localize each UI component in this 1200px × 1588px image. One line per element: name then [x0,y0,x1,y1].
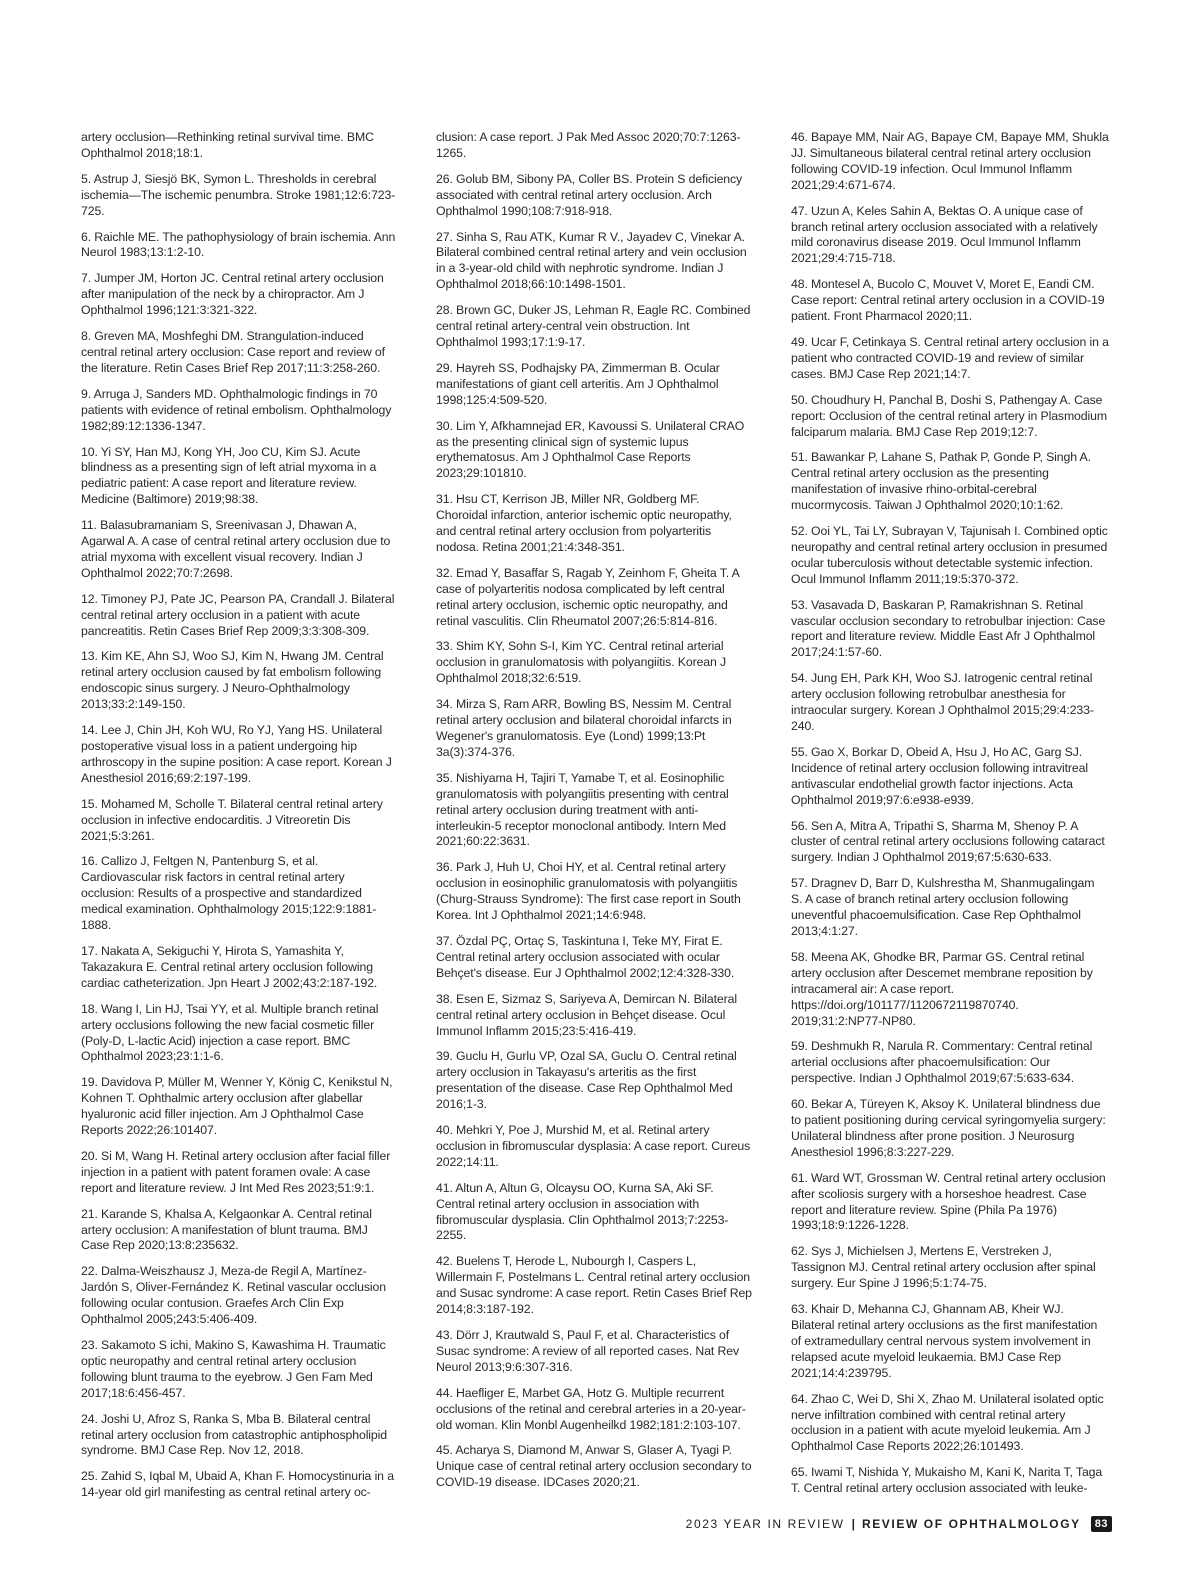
references-column-2 [436,130,754,1501]
footer-year-label: 2023 YEAR IN REVIEW [685,1517,845,1531]
reference-entry: 25. Zahid S, Iqbal M, Ubaid A, Khan F. Homocystinuria in a 14-year old girl manifesting as central retinal artery oc- [81,1469,394,1500]
reference-entry: 56. Sen A, Mitra A, Tripathi S, Sharma M, Shenoy P. A cluster of central retinal artery occlusions following cataract surgery. Indian J Ophthalmol 2019;67:5:630-633. [791,818,1105,865]
reference-entry: 41. Altun A, Altun G, Olcaysu OO, Kurna SA, Aki SF. Central retinal artery occlusion in association with fibromuscular dysplasia. Clin Ophthalmol 2013;7:2253-2255. [436,1180,729,1243]
reference-entry: 38. Esen E, Sizmaz S, Sariyeva A, Demircan N. Bilateral central retinal artery occlusion in Behçet disease. Ocul Immunol Inflamm 2015;23:5:416-419. [436,991,737,1038]
reference-entry: 50. Choudhury H, Panchal B, Doshi S, Pathengay A. Case report: Occlusion of the central retinal artery in Plasmodium falciparum malaria. BMJ Case Rep 2019;12:7. [791,392,1107,439]
reference-entry: 28. Brown GC, Duker JS, Lehman R, Eagle RC. Combined central retinal artery-central vein obstruction. Int Ophthalmol 1993;17:1:9-17. [436,303,751,349]
reference-entry: 53. Vasavada D, Baskaran P, Ramakrishnan S. Retinal vascular occlusion secondary to retrobulbar injection: Case report and literature review. Middle East Afr J Ophthalmol 2017;24:1:57-60. [791,597,1106,660]
reference-entry: 61. Ward WT, Grossman W. Central retinal artery occlusion after scoliosis surgery with a horseshoe headrest. Case report and literature review. Spine (Phila Pa 1976) 1993;18:9:1226-1228. [791,1170,1106,1233]
reference-entry: 49. Ucar F, Cetinkaya S. Central retinal artery occlusion in a patient who contracted COVID-19 and review of similar cases. BMJ Case Rep 2021;14:7. [791,334,1109,381]
reference-entry: 40. Mehkri Y, Poe J, Murshid M, et al. Retinal artery occlusion in fibromuscular dysplasia: A case report. Cureus 2022;14:11. [436,1123,751,1169]
reference-entry: 6. Raichle ME. The pathophysiology of brain ischemia. Ann Neurol 1983;13:1:2-10. [81,229,396,260]
reference-entry: 33. Shim KY, Sohn S-I, Kim YC. Central retinal arterial occlusion in granulomatosis with polyangiitis. Korean J Ophthalmol 2018;32:6:519. [436,639,727,686]
reference-entry: 47. Uzun A, Keles Sahin A, Bektas O. A unique case of branch retinal artery occlusion associated with a relatively mild coronavirus disease 2019. Ocul Immunol Inflamm 2021;29:4:715-718. [791,203,1098,266]
reference-entry: 11. Balasubramaniam S, Sreenivasan J, Dhawan A, Agarwal A. A case of central retinal artery occlusion due to atrial myxoma with excellent visual recovery. Indian J Ophthalmol 2022;70:7:2698. [81,518,391,580]
references-column-1 [81,130,399,1511]
reference-entry: 34. Mirza S, Ram ARR, Bowling BS, Nessim M. Central retinal artery occlusion and bilateral choroidal infarcts in Wegener's granulomatosis. Eye (Lond) 1999;13:Pt 3a(3):374-376. [436,697,732,759]
footer-separator: | [851,1517,855,1531]
reference-entry: 62. Sys J, Michielsen J, Mertens E, Verstreken J, Tassignon MJ. Central retinal artery occlusion after spinal surgery. Eur Spine J 1996;5:1:74-75. [791,1244,1096,1291]
reference-entry: 13. Kim KE, Ahn SJ, Woo SJ, Kim N, Hwang JM. Central retinal artery occlusion caused by fat embolism following endoscopic sinus surgery. J Neuro-Ophthalmology 2013;33:2:149-150. [81,649,384,712]
reference-entry: 21. Karande S, Khalsa A, Kelgaonkar A. Central retinal artery occlusion: A manifestation of blunt trauma. BMJ Case Rep 2020;13:8:235632. [81,1206,372,1253]
reference-entry: 55. Gao X, Borkar D, Obeid A, Hsu J, Ho AC, Garg SJ. Incidence of retinal artery occlusion following intravitreal antivascular endothelial growth factor injections. Acta Ophthalmol 2019;97:6:e938-e939. [791,744,1088,807]
reference-entry: 14. Lee J, Chin JH, Koh WU, Ro YJ, Yang HS. Unilateral postoperative visual loss in a patient undergoing hip arthroscopy in the supine position: A case report. Korean J Anesthesiol 2016;69:2:197-199. [81,723,392,785]
reference-entry: 57. Dragnev D, Barr D, Kulshrestha M, Shanmugalingam S. A case of branch retinal artery occlusion following uneventful phacoemulsification. Case Rep Ophthalmol 2013;4:1:27. [791,876,1095,938]
reference-entry: 48. Montesel A, Bucolo C, Mouvet V, Moret E, Eandi CM. Case report: Central retinal artery occlusion in a COVID-19 patient. Front Pharmacol 2020;11. [791,277,1105,324]
reference-entry: 9. Arruga J, Sanders MD. Ophthalmologic findings in 70 patients with evidence of retinal embolism. Ophthalmology 1982;89:12:1336-1347. [81,386,392,433]
reference-entry: 42. Buelens T, Herode L, Nubourgh I, Caspers L, Willermain F, Postelmans L. Central retinal artery occlusion and Susac syndrome: A case report. Retin Cases Brief Rep 2014;8:3:187-192. [436,1254,752,1317]
reference-entry: 37. Özdal PÇ, Ortaç S, Taskintuna I, Teke MY, Firat E. Central retinal artery occlusion associated with ocular Behçet's disease. Eur J Ophthalmol 2002;12:4:328-330. [436,933,735,980]
reference-entry: 35. Nishiyama H, Tajiri T, Yamabe T, et al. Eosinophilic granulomatosis with polyangiitis presenting with central retinal artery occlusion during treatment with anti-interleukin-5 receptor monoclonal antibody. Intern Med 2021;60:22:3631. [436,770,729,849]
reference-entry: 5. Astrup J, Siesjö BK, Symon L. Thresholds in cerebral ischemia—The ischemic penumbra. Stroke 1981;12:6:723-725. [81,171,396,218]
reference-entry: 19. Davidova P, Müller M, Wenner Y, König C, Kenikstul N, Kohnen T. Ophthalmic artery occlusion after glabellar hyaluronic acid filler injection. Am J Ophthalmol Case Reports 2022;26:101407. [81,1075,393,1138]
reference-entry: 27. Sinha S, Rau ATK, Kumar R V., Jayadev C, Vinekar A. Bilateral combined central retinal artery and vein occlusion in a 3-year-old child with nephrotic syndrome. Indian J Ophthalmol 2018;66:10:1498-1501. [436,229,747,292]
reference-entry: 58. Meena AK, Ghodke BR, Parmar GS. Central retinal artery occlusion after Descemet membrane reposition by intracameral air: A case report. https://doi.org/101177/1120672119870740. 2019;31:2:NP77-NP80. [791,949,1093,1028]
reference-entry: 15. Mohamed M, Scholle T. Bilateral central retinal artery occlusion in infective endocarditis. J Vitreoretin Dis 2021;5:3:261. [81,796,383,843]
reference-entry: 18. Wang I, Lin HJ, Tsai YY, et al. Multiple branch retinal artery occlusions following the new facial cosmetic filler (Poly-D, L-lactic Acid) injection a case report. BMC Ophthalmol 2023;23:1:1-6. [81,1001,379,1064]
reference-entry: 23. Sakamoto S ichi, Makino S, Kawashima H. Traumatic optic neuropathy and central retinal artery occlusion following blunt trauma to the eyebrow. J Gen Fam Med 2017;18:6:456-457. [81,1338,386,1400]
footer-publication-name: REVIEW OF OPHTHALMOLOGY [861,1517,1081,1531]
reference-entry: 8. Greven MA, Moshfeghi DM. Strangulation-induced central retinal artery occlusion: Case report and review of the literature. Retin Cases Brief Rep 2017;11:3:258-260. [81,329,385,375]
reference-entry: clusion: A case report. J Pak Med Assoc 2020;70:7:1263-1265. [436,130,741,160]
reference-entry: 17. Nakata A, Sekiguchi Y, Hirota S, Yamashita Y, Takazakura E. Central retinal artery occlusion following cardiac catheterization. Jpn Heart J 2002;43:2:187-192. [81,943,378,990]
reference-entry: 10. Yi SY, Han MJ, Kong YH, Joo CU, Kim SJ. Acute blindness as a presenting sign of left atrial myxoma in a pediatric patient: A case report and literature review. Medicine (Baltimore) 2019;98:38. [81,444,377,507]
reference-entry: 54. Jung EH, Park KH, Woo SJ. Iatrogenic central retinal artery occlusion following retrobulbar anesthesia for intraocular surgery. Korean J Ophthalmol 2015;29:4:233-240. [791,671,1094,733]
reference-entry: 39. Guclu H, Gurlu VP, Ozal SA, Guclu O. Central retinal artery occlusion in Takayasu's arteritis as the first presentation of the disease. Case Rep Ophthalmol Med 2016;1-3. [436,1049,737,1112]
reference-entry: 29. Hayreh SS, Podhajsky PA, Zimmerman B. Ocular manifestations of giant cell arteritis. Am J Ophthalmol 1998;125:4:509-520. [436,360,720,407]
reference-entry: 59. Deshmukh R, Narula R. Commentary: Central retinal arterial occlusions after phacoemulsification: Our perspective. Indian J Ophthalmol 2019;67:5:633-634. [791,1039,1093,1086]
page-footer [686,1516,1112,1532]
reference-entry: 16. Callizo J, Feltgen N, Pantenburg S, et al. Cardiovascular risk factors in central retinal artery occlusion: Results of a prospective and standardized medical examination. Ophthalmology 2015;122:9:1881-1888. [81,854,377,933]
reference-entry: artery occlusion—Rethinking retinal survival time. BMC Ophthalmol 2018;18:1. [81,130,374,160]
reference-entry: 36. Park J, Huh U, Choi HY, et al. Central retinal artery occlusion in eosinophilic granulomatosis with polyangiitis (Churg-Strauss Syndrome): The first case report in South Korea. Int J Ophthalmol 2021;14:6:948. [436,860,741,923]
reference-entry: 45. Acharya S, Diamond M, Anwar S, Glaser A, Tyagi P. Unique case of central retinal artery occlusion secondary to COVID-19 disease. IDCases 2020;21. [436,1443,752,1490]
reference-entry: 31. Hsu CT, Kerrison JB, Miller NR, Goldberg MF. Choroidal infarction, anterior ischemic optic neuropathy, and central retinal artery occlusion from polyarteritis nodosa. Retina 2001;21:4:348-351. [436,492,732,554]
reference-entry: 65. Iwami T, Nishida Y, Mukaisho M, Kani K, Narita T, Taga T. Central retinal artery occlusion associated with leuke- [791,1465,1103,1496]
references-column-3 [791,130,1109,1507]
reference-entry: 46. Bapaye MM, Nair AG, Bapaye CM, Bapaye MM, Shukla JJ. Simultaneous bilateral central retinal artery occlusion following COVID-19 infection. Ocul Immunol Inflamm 2021;29:4:671-674. [791,130,1109,192]
page-number-badge: 83 [1091,1516,1112,1532]
reference-entry: 64. Zhao C, Wei D, Shi X, Zhao M. Unilateral isolated optic nerve infiltration combined with central retinal artery occlusion in a patient with acute myeloid leukemia. Am J Ophthalmol Case Reports 2022;26:101493. [791,1391,1104,1454]
reference-entry: 24. Joshi U, Afroz S, Ranka S, Mba B. Bilateral central retinal artery occlusion from catastrophic antiphospholipid syndrome. BMJ Case Rep. Nov 12, 2018. [81,1411,387,1458]
reference-entry: 7. Jumper JM, Horton JC. Central retinal artery occlusion after manipulation of the neck by a chiropractor. Am J Ophthalmol 1996;121:3:321-322. [81,271,384,318]
reference-entry: 60. Bekar A, Türeyen K, Aksoy K. Unilateral blindness due to patient positioning during cervical syringomyelia surgery: Unilateral blindness after prone position. J Neurosurg Anesthesiol 1996;8:3:227-229. [791,1097,1106,1159]
reference-entry: 30. Lim Y, Afkhamnejad ER, Kavoussi S. Unilateral CRAO as the presenting clinical sign of systemic lupus erythematosus. Am J Ophthalmol Case Reports 2023;29:101810. [436,418,745,481]
reference-entry: 20. Si M, Wang H. Retinal artery occlusion after facial filler injection in a patient with patent foramen ovale: A case report and literature review. J Int Med Res 2023;51:9:1. [81,1148,391,1195]
reference-entry: 43. Dörr J, Krautwald S, Paul F, et al. Characteristics of Susac syndrome: A review of all reported cases. Nat Rev Neurol 2013;9:6:307-316. [436,1328,740,1374]
reference-entry: 44. Haefliger E, Marbet GA, Hotz G. Multiple recurrent occlusions of the retinal and cerebral arteries in a 20-year-old woman. Klin Monbl Augenheilkd 1982;181:2:103-107. [436,1385,746,1432]
reference-entry: 26. Golub BM, Sibony PA, Coller BS. Protein S deficiency associated with central retinal artery occlusion. Arch Ophthalmol 1990;108:7:918-918. [436,171,743,218]
reference-entry: 52. Ooi YL, Tai LY, Subrayan V, Tajunisah I. Combined optic neuropathy and central retinal artery occlusion in presumed ocular tuberculosis without detectable systemic infection. Ocul Immunol Inflamm 2011;19:5:370-372. [791,524,1108,586]
reference-entry: 63. Khair D, Mehanna CJ, Ghannam AB, Kheir WJ. Bilateral retinal artery occlusions as the first manifestation of extramedullary central nervous system involvement in relapsed acute myeloid leukaemia. BMJ Case Rep 2021;14:4:239795. [791,1302,1098,1380]
reference-entry: 12. Timoney PJ, Pate JC, Pearson PA, Crandall J. Bilateral central retinal artery occlusion in a patient with acute pancreatitis. Retin Cases Brief Rep 2009;3:3:308-309. [81,591,395,638]
reference-entry: 51. Bawankar P, Lahane S, Pathak P, Gonde P, Singh A. Central retinal artery occlusion as the presenting manifestation of invasive rhino-orbital-cerebral mucormycosis. Taiwan J Ophthalmol 2020;10:1:62. [791,450,1091,513]
reference-entry: 32. Emad Y, Basaffar S, Ragab Y, Zeinhom F, Gheita T. A case of polyarteritis nodosa complicated by left central retinal artery occlusion, ischemic optic neuropathy, and retinal vasculitis. Clin Rheumatol 2007;26:5:814-816. [436,565,740,628]
reference-entry: 22. Dalma-Weiszhausz J, Meza-de Regil A, Martínez-Jardón S, Oliver-Fernández K. Retinal vascular occlusion following ocular contusion. Graefes Arch Clin Exp Ophthalmol 2005;243:5:406-409. [81,1264,386,1327]
